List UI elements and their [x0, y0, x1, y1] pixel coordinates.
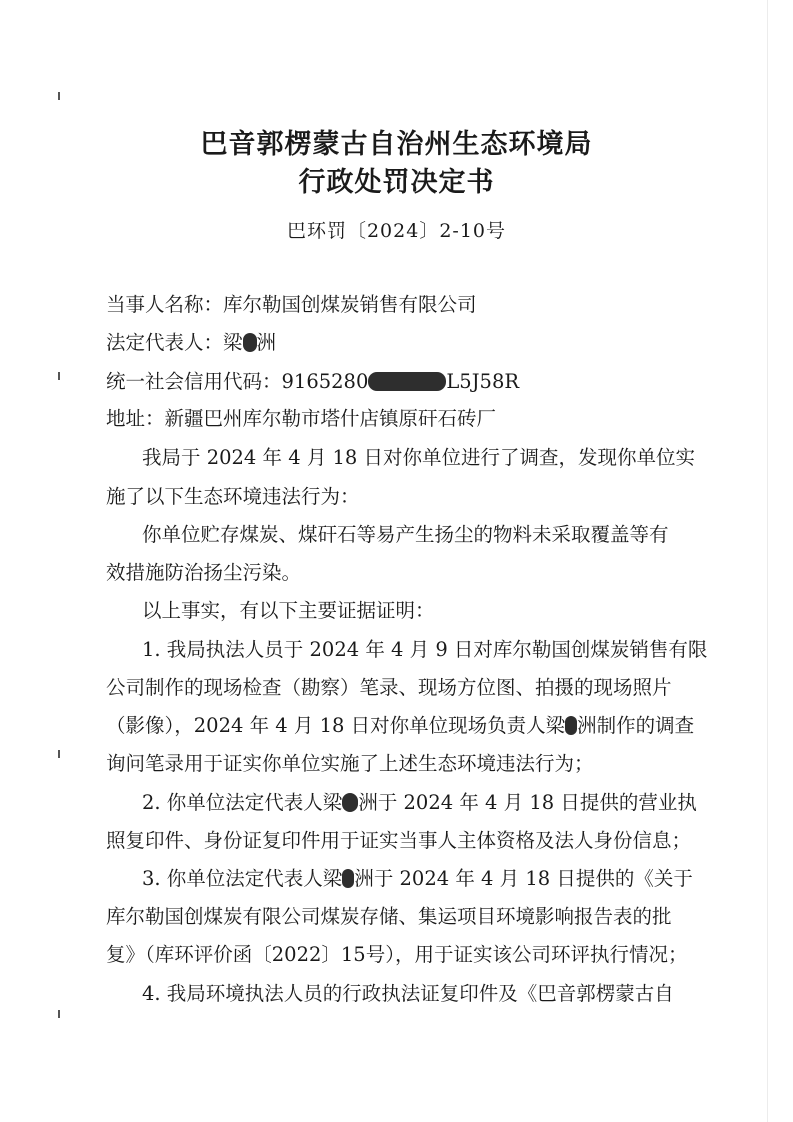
redaction-mark — [243, 333, 257, 352]
legal-representative-line — [106, 333, 276, 353]
redaction-mark — [342, 869, 354, 888]
evidence-line — [106, 716, 694, 736]
evidence-text: 洲于 2024 年 4 月 18 日提供的营业执 — [358, 791, 697, 814]
redaction-mark — [368, 372, 446, 391]
evidence-line: 询问笔录用于证实你单位实施了上述生态环境违法行为； — [106, 752, 594, 775]
paragraph-line: 以上事实，有以下主要证据证明： — [142, 599, 435, 622]
redaction-mark — [342, 793, 358, 812]
credit-suffix: L5J58R — [446, 370, 520, 393]
rep-suffix: 洲 — [256, 331, 277, 354]
scan-margin-mark — [58, 372, 60, 380]
document-number: 巴环罚〔2024〕2-10号 — [286, 220, 507, 242]
paragraph-line: 施了以下生态环境违法行为： — [106, 485, 360, 508]
evidence-text: 洲于 2024 年 4 月 18 日提供的《关于 — [354, 867, 693, 890]
credit-prefix: 统一社会信用代码：9165280 — [106, 370, 369, 393]
scan-margin-mark — [58, 1010, 60, 1018]
evidence-line — [142, 869, 693, 889]
paragraph-line: 效措施防治扬尘污染。 — [106, 561, 302, 584]
evidence-text: 3. 你单位法定代表人梁 — [142, 867, 343, 890]
address-line: 地址：新疆巴州库尔勒市塔什店镇原矸石砖厂 — [106, 407, 497, 430]
redaction-mark — [565, 716, 577, 735]
evidence-line: 照复印件、身份证复印件用于证实当事人主体资格及法人身份信息； — [106, 829, 692, 852]
credit-code-line — [106, 372, 519, 392]
scan-margin-mark — [58, 92, 60, 100]
evidence-text: 洲制作的调查 — [577, 714, 695, 737]
authority-title: 巴音郭楞蒙古自治州生态环境局 — [200, 129, 593, 160]
document-type-title: 行政处罚决定书 — [298, 167, 495, 198]
evidence-line: 4. 我局环境执法人员的行政执法证复印件及《巴音郭楞蒙古自 — [142, 982, 674, 1005]
evidence-text: 2. 你单位法定代表人梁 — [142, 791, 343, 814]
evidence-line: 公司制作的现场检查（勘察）笔录、现场方位图、拍摄的现场照片 — [106, 676, 672, 699]
rep-prefix: 法定代表人：梁 — [106, 331, 243, 354]
evidence-text: （影像），2024 年 4 月 18 日对你单位现场负责人梁 — [106, 714, 566, 737]
party-name-line: 当事人名称：库尔勒国创煤炭销售有限公司 — [106, 293, 477, 316]
evidence-line — [142, 793, 697, 813]
evidence-line: 复》（库环评价函〔2022〕15号），用于证实该公司环评执行情况； — [106, 943, 688, 966]
paragraph-line: 你单位贮存煤炭、煤矸石等易产生扬尘的物料未采取覆盖等有 — [142, 523, 669, 546]
evidence-line: 库尔勒国创煤炭有限公司煤炭存储、集运项目环境影响报告表的批 — [106, 905, 672, 928]
paragraph-line: 我局于 2024 年 4 月 18 日对你单位进行了调查，发现你单位实 — [142, 446, 696, 469]
evidence-line: 1. 我局执法人员于 2024 年 4 月 9 日对库尔勒国创煤炭销售有限 — [142, 638, 708, 661]
scan-margin-mark — [58, 750, 60, 758]
